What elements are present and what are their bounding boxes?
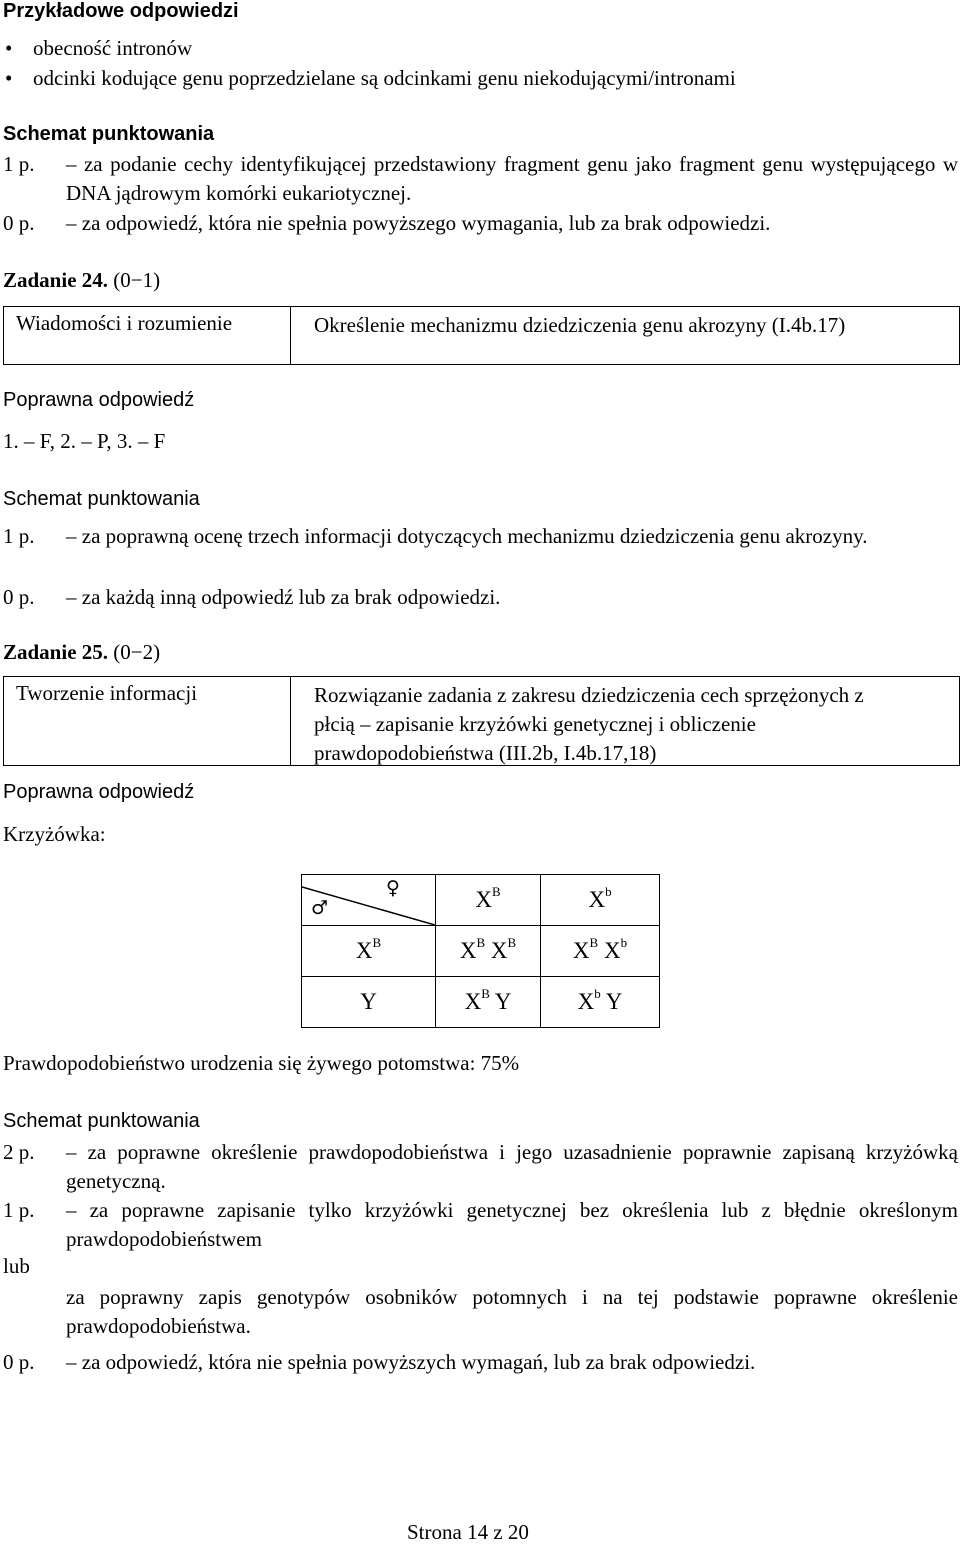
list-item: • odcinki kodujące genu poprzedzielane są odcinkami genu niekodującymi/intronami	[0, 63, 736, 93]
scoring-1-point-alternative	[3, 1283, 958, 1341]
cross-label: Krzyżówka:	[3, 822, 106, 846]
table-row	[302, 875, 660, 926]
task-25-title	[3, 640, 160, 665]
divider	[290, 677, 291, 765]
scoring-1-point	[3, 522, 958, 551]
genotype-cell: $X^B$ Y	[436, 977, 541, 1028]
scoring-2-points	[3, 1138, 958, 1196]
genotype-cell: $X^B$ $X^B$	[436, 926, 541, 977]
female-gamete-header: $X^b$	[541, 875, 660, 926]
scoring-scheme-heading: Schemat punktowania	[3, 1110, 200, 1132]
male-symbol-icon: ♂	[311, 897, 329, 919]
scoring-1-point	[3, 150, 958, 208]
genotype-cell: $X^B$ $X^b$	[541, 926, 660, 977]
points-description: – za odpowiedź, która nie spełnia powyższych wymagań, lub za brak odpowiedzi.	[66, 1350, 756, 1374]
requirement-category: Tworzenie informacji	[16, 681, 198, 705]
sample-answers-list	[0, 33, 736, 93]
requirement-category: Wiadomości i rozumienie	[16, 311, 233, 335]
scoring-0-point	[3, 583, 958, 612]
task-number: Zadanie 25.	[3, 640, 109, 664]
points-label: 2 p.	[3, 1140, 35, 1164]
scoring-0-point	[3, 209, 958, 238]
points-label: 0 p.	[3, 211, 35, 235]
task-24-title	[3, 268, 160, 293]
points-label: 0 p.	[3, 1350, 35, 1374]
task-number: Zadanie 24.	[3, 268, 109, 292]
page-number: Strona 14 z 20	[407, 1520, 529, 1544]
scoring-0-point	[3, 1348, 958, 1377]
punnett-square	[301, 874, 660, 1028]
points-label: 0 p.	[3, 585, 35, 609]
scoring-scheme-heading: Schemat punktowania	[3, 123, 215, 145]
table-row	[302, 977, 660, 1028]
points-description: – za poprawne określenie prawdopodobieństwa i jego uzasadnienie poprawnie zapisaną krzyżówką genetyczną.	[66, 1140, 958, 1193]
task-24-requirements-box	[3, 306, 960, 365]
list-item: • obecność intronów	[0, 33, 736, 63]
divider	[290, 307, 291, 364]
female-symbol-icon: ♀	[386, 877, 400, 899]
sample-answers-heading: Przykładowe odpowiedzi	[3, 0, 239, 22]
male-gamete-header: $X^B$	[302, 926, 436, 977]
correct-answer-heading: Poprawna odpowiedź	[3, 781, 195, 803]
requirement-description: Rozwiązanie zadania z zakresu dziedziczenia cech sprzężonych z płcią – zapisanie krzyżówki genetycznej i obliczenie prawdopodobieństwa (III.2b, I.4b.17,18)	[314, 683, 864, 765]
requirement-description: Określenie mechanizmu dziedziczenia genu akrozyny (I.4b.17)	[314, 313, 846, 337]
probability-statement: Prawdopodobieństwo urodzenia się żywego potomstwa: 75%	[3, 1051, 520, 1075]
points-label: 1 p.	[3, 152, 35, 176]
correct-answer-heading: Poprawna odpowiedź	[3, 389, 195, 411]
scoring-1-point	[3, 1196, 958, 1254]
table-row	[302, 926, 660, 977]
or-label: lub	[3, 1254, 30, 1278]
points-description: – za poprawną ocenę trzech informacji dotyczących mechanizmu dziedziczenia genu akrozyny.	[66, 524, 868, 548]
points-label: 1 p.	[3, 1198, 35, 1222]
points-description: – za odpowiedź, która nie spełnia powyższego wymagania, lub za brak odpowiedzi.	[66, 211, 771, 235]
points-description: – za każdą inną odpowiedź lub za brak odpowiedzi.	[66, 585, 501, 609]
correct-answer: 1. – F, 2. – P, 3. – F	[3, 429, 166, 453]
points-description: za poprawny zapis genotypów osobników potomnych i na tej podstawie poprawne określenie prawdopodobieństwa.	[66, 1285, 958, 1338]
scoring-scheme-heading: Schemat punktowania	[3, 488, 200, 510]
task-points: (0−2)	[113, 640, 161, 664]
points-description: – za podanie cechy identyfikującej przedstawiony fragment genu jako fragment genu występującego w DNA jądrowym komórki eukariotycznej.	[66, 152, 958, 205]
genotype-cell: $X^b$ Y	[541, 977, 660, 1028]
points-label: 1 p.	[3, 524, 35, 548]
sex-header-cell	[302, 875, 436, 926]
female-gamete-header: $X^B$	[436, 875, 541, 926]
task-25-requirements-box	[3, 676, 960, 766]
points-description: – za poprawne zapisanie tylko krzyżówki genetycznej bez określenia lub z błędnie określonym prawdopodobieństwem	[66, 1198, 958, 1251]
male-gamete-header: Y	[302, 977, 436, 1028]
task-points: (0−1)	[113, 268, 161, 292]
